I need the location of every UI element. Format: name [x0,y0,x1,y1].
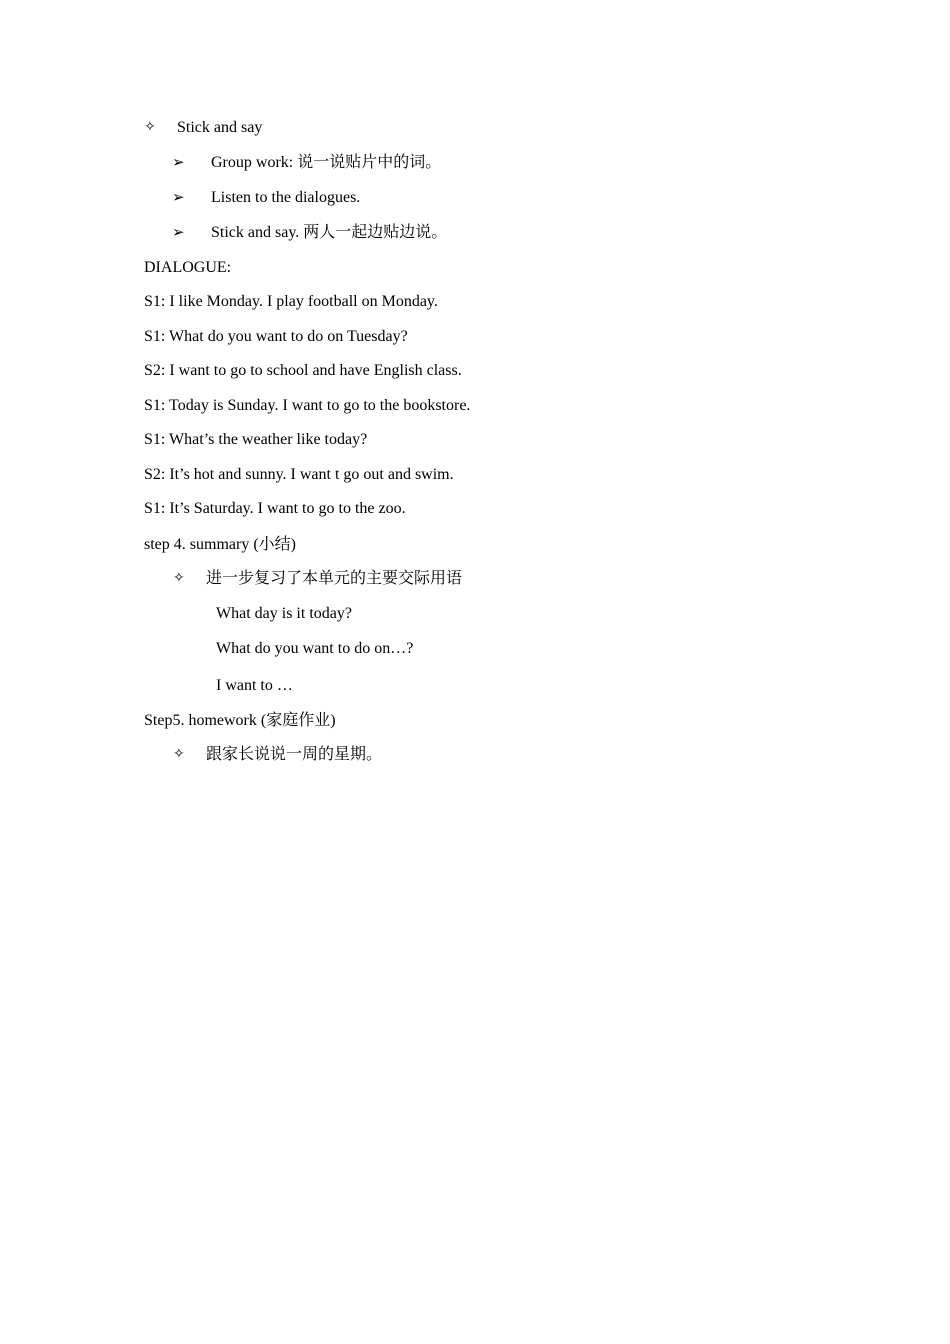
step5-heading: Step5. homework (家庭作业) [144,712,336,729]
dialogue-line: S1: What’s the weather like today? [144,431,368,448]
homework-point: 跟家长说说一周的星期。 [206,746,383,763]
summary-phrase: What day is it today? [216,605,352,622]
step4-heading: step 4. summary (小结) [144,536,296,553]
diamond-bullet-icon: ✧ [144,119,156,135]
dialogue-line: S1: I like Monday. I play football on Monday. [144,293,438,310]
arrow-bullet-icon: ➢ [172,188,185,206]
summary-point: 进一步复习了本单元的主要交际用语 [206,570,463,587]
list-item-stick-and-say: Stick and say. 两人一起边贴边说。 [211,224,448,241]
dialogue-line: S1: Today is Sunday. I want to go to the bookstore. [144,397,471,414]
arrow-bullet-icon: ➢ [172,153,185,171]
dialogue-heading: DIALOGUE: [144,259,232,276]
list-item-listen: Listen to the dialogues. [211,189,361,206]
dialogue-line: S2: I want to go to school and have English class. [144,362,462,379]
summary-phrase: What do you want to do on…? [216,640,414,657]
summary-phrase: I want to … [216,677,293,694]
dialogue-line: S2: It’s hot and sunny. I want t go out and swim. [144,466,454,483]
list-item-group-work: Group work: 说一说贴片中的词。 [211,154,442,171]
stick-and-say-heading: Stick and say [177,119,263,136]
dialogue-line: S1: It’s Saturday. I want to go to the zoo. [144,500,406,517]
arrow-bullet-icon: ➢ [172,223,185,241]
diamond-bullet-icon: ✧ [173,746,185,762]
dialogue-line: S1: What do you want to do on Tuesday? [144,328,408,345]
diamond-bullet-icon: ✧ [173,570,185,586]
